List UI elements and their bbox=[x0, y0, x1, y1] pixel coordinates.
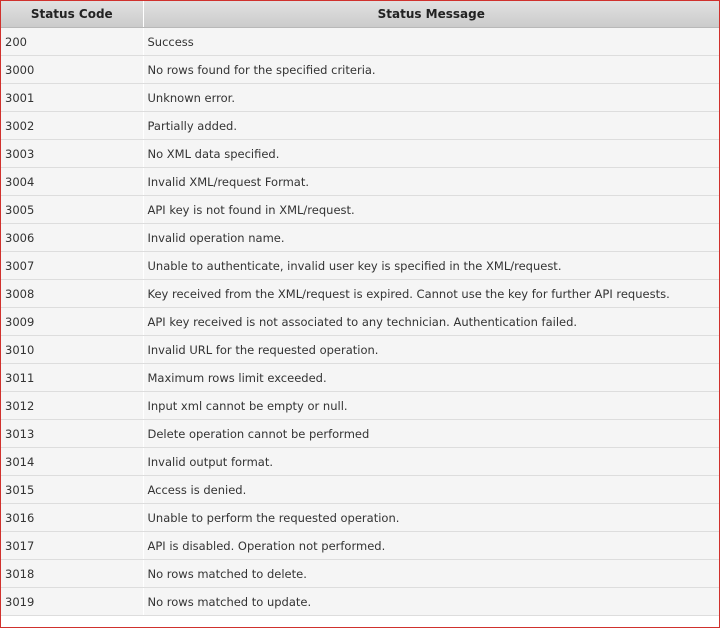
table-row bbox=[1, 196, 719, 224]
table-row bbox=[1, 392, 719, 420]
status-code-cell: 3015 bbox=[1, 476, 143, 504]
status-code-cell: 3007 bbox=[1, 252, 143, 280]
status-code-cell: 3017 bbox=[1, 532, 143, 560]
status-code-cell: 3008 bbox=[1, 280, 143, 308]
status-message-cell: Unable to authenticate, invalid user key is specified in the XML/request. bbox=[143, 252, 719, 280]
table-row bbox=[1, 588, 719, 616]
status-code-cell: 3005 bbox=[1, 196, 143, 224]
table-row bbox=[1, 504, 719, 532]
status-code-cell: 3019 bbox=[1, 588, 143, 616]
status-message-cell: No rows matched to update. bbox=[143, 588, 719, 616]
status-message-cell: Delete operation cannot be performed bbox=[143, 420, 719, 448]
table-row bbox=[1, 308, 719, 336]
status-message-cell: No rows found for the specified criteria. bbox=[143, 56, 719, 84]
status-message-cell: No XML data specified. bbox=[143, 140, 719, 168]
status-code-cell: 3012 bbox=[1, 392, 143, 420]
status-message-cell: API key is not found in XML/request. bbox=[143, 196, 719, 224]
status-message-cell: API is disabled. Operation not performed. bbox=[143, 532, 719, 560]
status-code-cell: 3016 bbox=[1, 504, 143, 532]
table-header bbox=[1, 1, 719, 28]
table-row bbox=[1, 252, 719, 280]
status-message-cell: Input xml cannot be empty or null. bbox=[143, 392, 719, 420]
status-message-cell: Key received from the XML/request is expired. Cannot use the key for further API requests. bbox=[143, 280, 719, 308]
status-message-cell: Invalid output format. bbox=[143, 448, 719, 476]
status-message-cell: Maximum rows limit exceeded. bbox=[143, 364, 719, 392]
status-code-cell: 3002 bbox=[1, 112, 143, 140]
table-row bbox=[1, 168, 719, 196]
status-message-cell: Success bbox=[143, 28, 719, 56]
table-row bbox=[1, 336, 719, 364]
table-row bbox=[1, 364, 719, 392]
status-code-table bbox=[1, 1, 719, 616]
status-message-column-header: Status Message bbox=[143, 1, 719, 28]
status-code-cell: 3009 bbox=[1, 308, 143, 336]
status-code-cell: 3000 bbox=[1, 56, 143, 84]
table-row bbox=[1, 476, 719, 504]
status-code-cell: 3003 bbox=[1, 140, 143, 168]
status-code-cell: 3010 bbox=[1, 336, 143, 364]
table-row bbox=[1, 84, 719, 112]
table-body bbox=[1, 28, 719, 616]
table-row bbox=[1, 448, 719, 476]
status-message-cell: Unknown error. bbox=[143, 84, 719, 112]
status-message-cell: Unable to perform the requested operation. bbox=[143, 504, 719, 532]
table-row bbox=[1, 224, 719, 252]
status-code-cell: 3013 bbox=[1, 420, 143, 448]
status-code-column-header: Status Code bbox=[1, 1, 143, 28]
status-code-cell: 3014 bbox=[1, 448, 143, 476]
status-code-cell: 3004 bbox=[1, 168, 143, 196]
status-message-cell: API key received is not associated to any technician. Authentication failed. bbox=[143, 308, 719, 336]
table-row bbox=[1, 56, 719, 84]
table-row bbox=[1, 532, 719, 560]
table-row bbox=[1, 560, 719, 588]
status-message-cell: Invalid URL for the requested operation. bbox=[143, 336, 719, 364]
table-row bbox=[1, 140, 719, 168]
status-message-cell: Access is denied. bbox=[143, 476, 719, 504]
header-row bbox=[1, 1, 719, 28]
status-code-cell: 3018 bbox=[1, 560, 143, 588]
table-row bbox=[1, 112, 719, 140]
status-code-cell: 200 bbox=[1, 28, 143, 56]
status-code-cell: 3006 bbox=[1, 224, 143, 252]
status-message-cell: Partially added. bbox=[143, 112, 719, 140]
table-row bbox=[1, 420, 719, 448]
status-code-cell: 3001 bbox=[1, 84, 143, 112]
table-row bbox=[1, 280, 719, 308]
table-row bbox=[1, 28, 719, 56]
status-message-cell: Invalid operation name. bbox=[143, 224, 719, 252]
status-message-cell: No rows matched to delete. bbox=[143, 560, 719, 588]
status-message-cell: Invalid XML/request Format. bbox=[143, 168, 719, 196]
status-code-cell: 3011 bbox=[1, 364, 143, 392]
